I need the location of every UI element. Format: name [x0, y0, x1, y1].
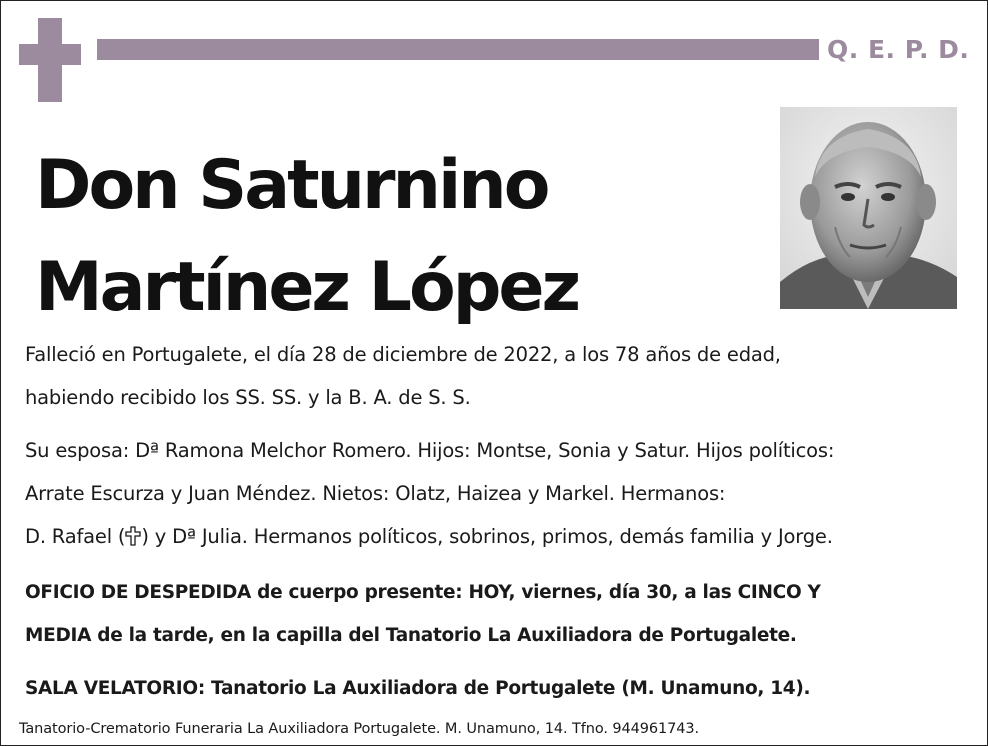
text-fragment: D. Rafael (: [25, 525, 126, 548]
text-line: MEDIA de la tarde, en la capilla del Tanatorio La Auxiliadora de Portugalete.: [25, 625, 797, 646]
deceased-cross-icon: [125, 526, 141, 546]
latin-cross-icon: [19, 18, 81, 102]
death-announcement: [25, 333, 781, 419]
funeral-home-footer: Tanatorio-Crematorio Funeraria La Auxiliadora Portugalete. M. Unamuno, 14. Tfno. 944961743.: [19, 721, 700, 737]
text-line: Falleció en Portugalete, el día 28 de diciembre de 2022, a los 78 años de edad,: [25, 343, 781, 366]
wake-room-info: [25, 667, 810, 710]
header-divider-bar: [97, 39, 819, 60]
deceased-name: [35, 135, 755, 339]
text-line: Arrate Escurza y Juan Méndez. Nietos: Olatz, Haizea y Markel. Hermanos:: [25, 482, 726, 505]
deceased-name-line-2: Martínez López: [35, 248, 579, 327]
text-line: habiendo recibido los SS. SS. y la B. A. de S. S.: [25, 386, 471, 409]
text-line: [25, 515, 834, 558]
qepd-label: Q. E. P. D.: [827, 35, 970, 64]
deceased-name-line-1: Don Saturnino: [35, 146, 548, 225]
text-line: OFICIO DE DESPEDIDA de cuerpo presente: HOY, viernes, día 30, a las CINCO Y: [25, 582, 821, 603]
portrait-photo: [780, 107, 957, 309]
text-line: SALA VELATORIO: Tanatorio La Auxiliadora de Portugalete (M. Unamuno, 14).: [25, 678, 811, 699]
funeral-service-info: [25, 571, 821, 657]
text-fragment: ) y Dª Julia. Hermanos políticos, sobrinos, primos, demás familia y Jorge.: [141, 525, 833, 548]
family-members: [25, 429, 834, 558]
text-line: Su esposa: Dª Ramona Melchor Romero. Hijos: Montse, Sonia y Satur. Hijos políticos:: [25, 439, 835, 462]
